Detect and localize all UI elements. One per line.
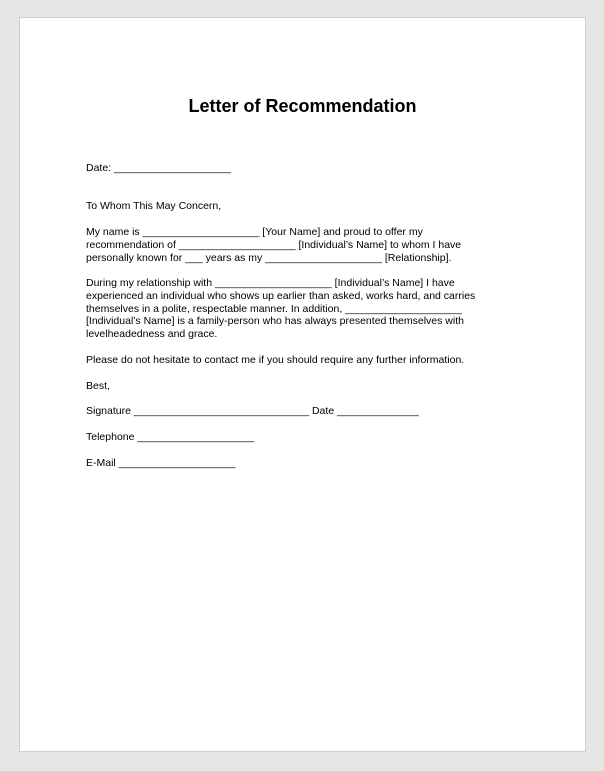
paragraph-contact: Please do not hesitate to contact me if you should require any further information. — [86, 354, 465, 366]
date-line: Date: ____________________ — [86, 162, 231, 174]
email-line: E-Mail ____________________ — [86, 457, 236, 469]
telephone-line: Telephone ____________________ — [86, 431, 255, 443]
paragraph-introduction: My name is ____________________ [Your Name] and proud to offer my recommendation of ____________________ [Individual’s Name] to whom I have personally known for ___ years as my ____________________ [Relationship]. — [86, 226, 462, 264]
closing: Best, — [86, 380, 110, 392]
page-title: Letter of Recommendation — [188, 96, 417, 116]
salutation: To Whom This May Concern, — [86, 200, 222, 212]
document-page — [19, 17, 586, 752]
paragraph-relationship: During my relationship with ____________________ [Individual’s Name] I have experienced an individual who shows up earlier than asked, works hard, and carries themselves in a polite, respectable manner. In addition, ____________________ [Individual’s Name] is a family-person who has always presented themselves with levelheadedness and grace. — [86, 277, 476, 341]
signature-line: Signature ______________________________ Date ______________ — [86, 405, 419, 417]
